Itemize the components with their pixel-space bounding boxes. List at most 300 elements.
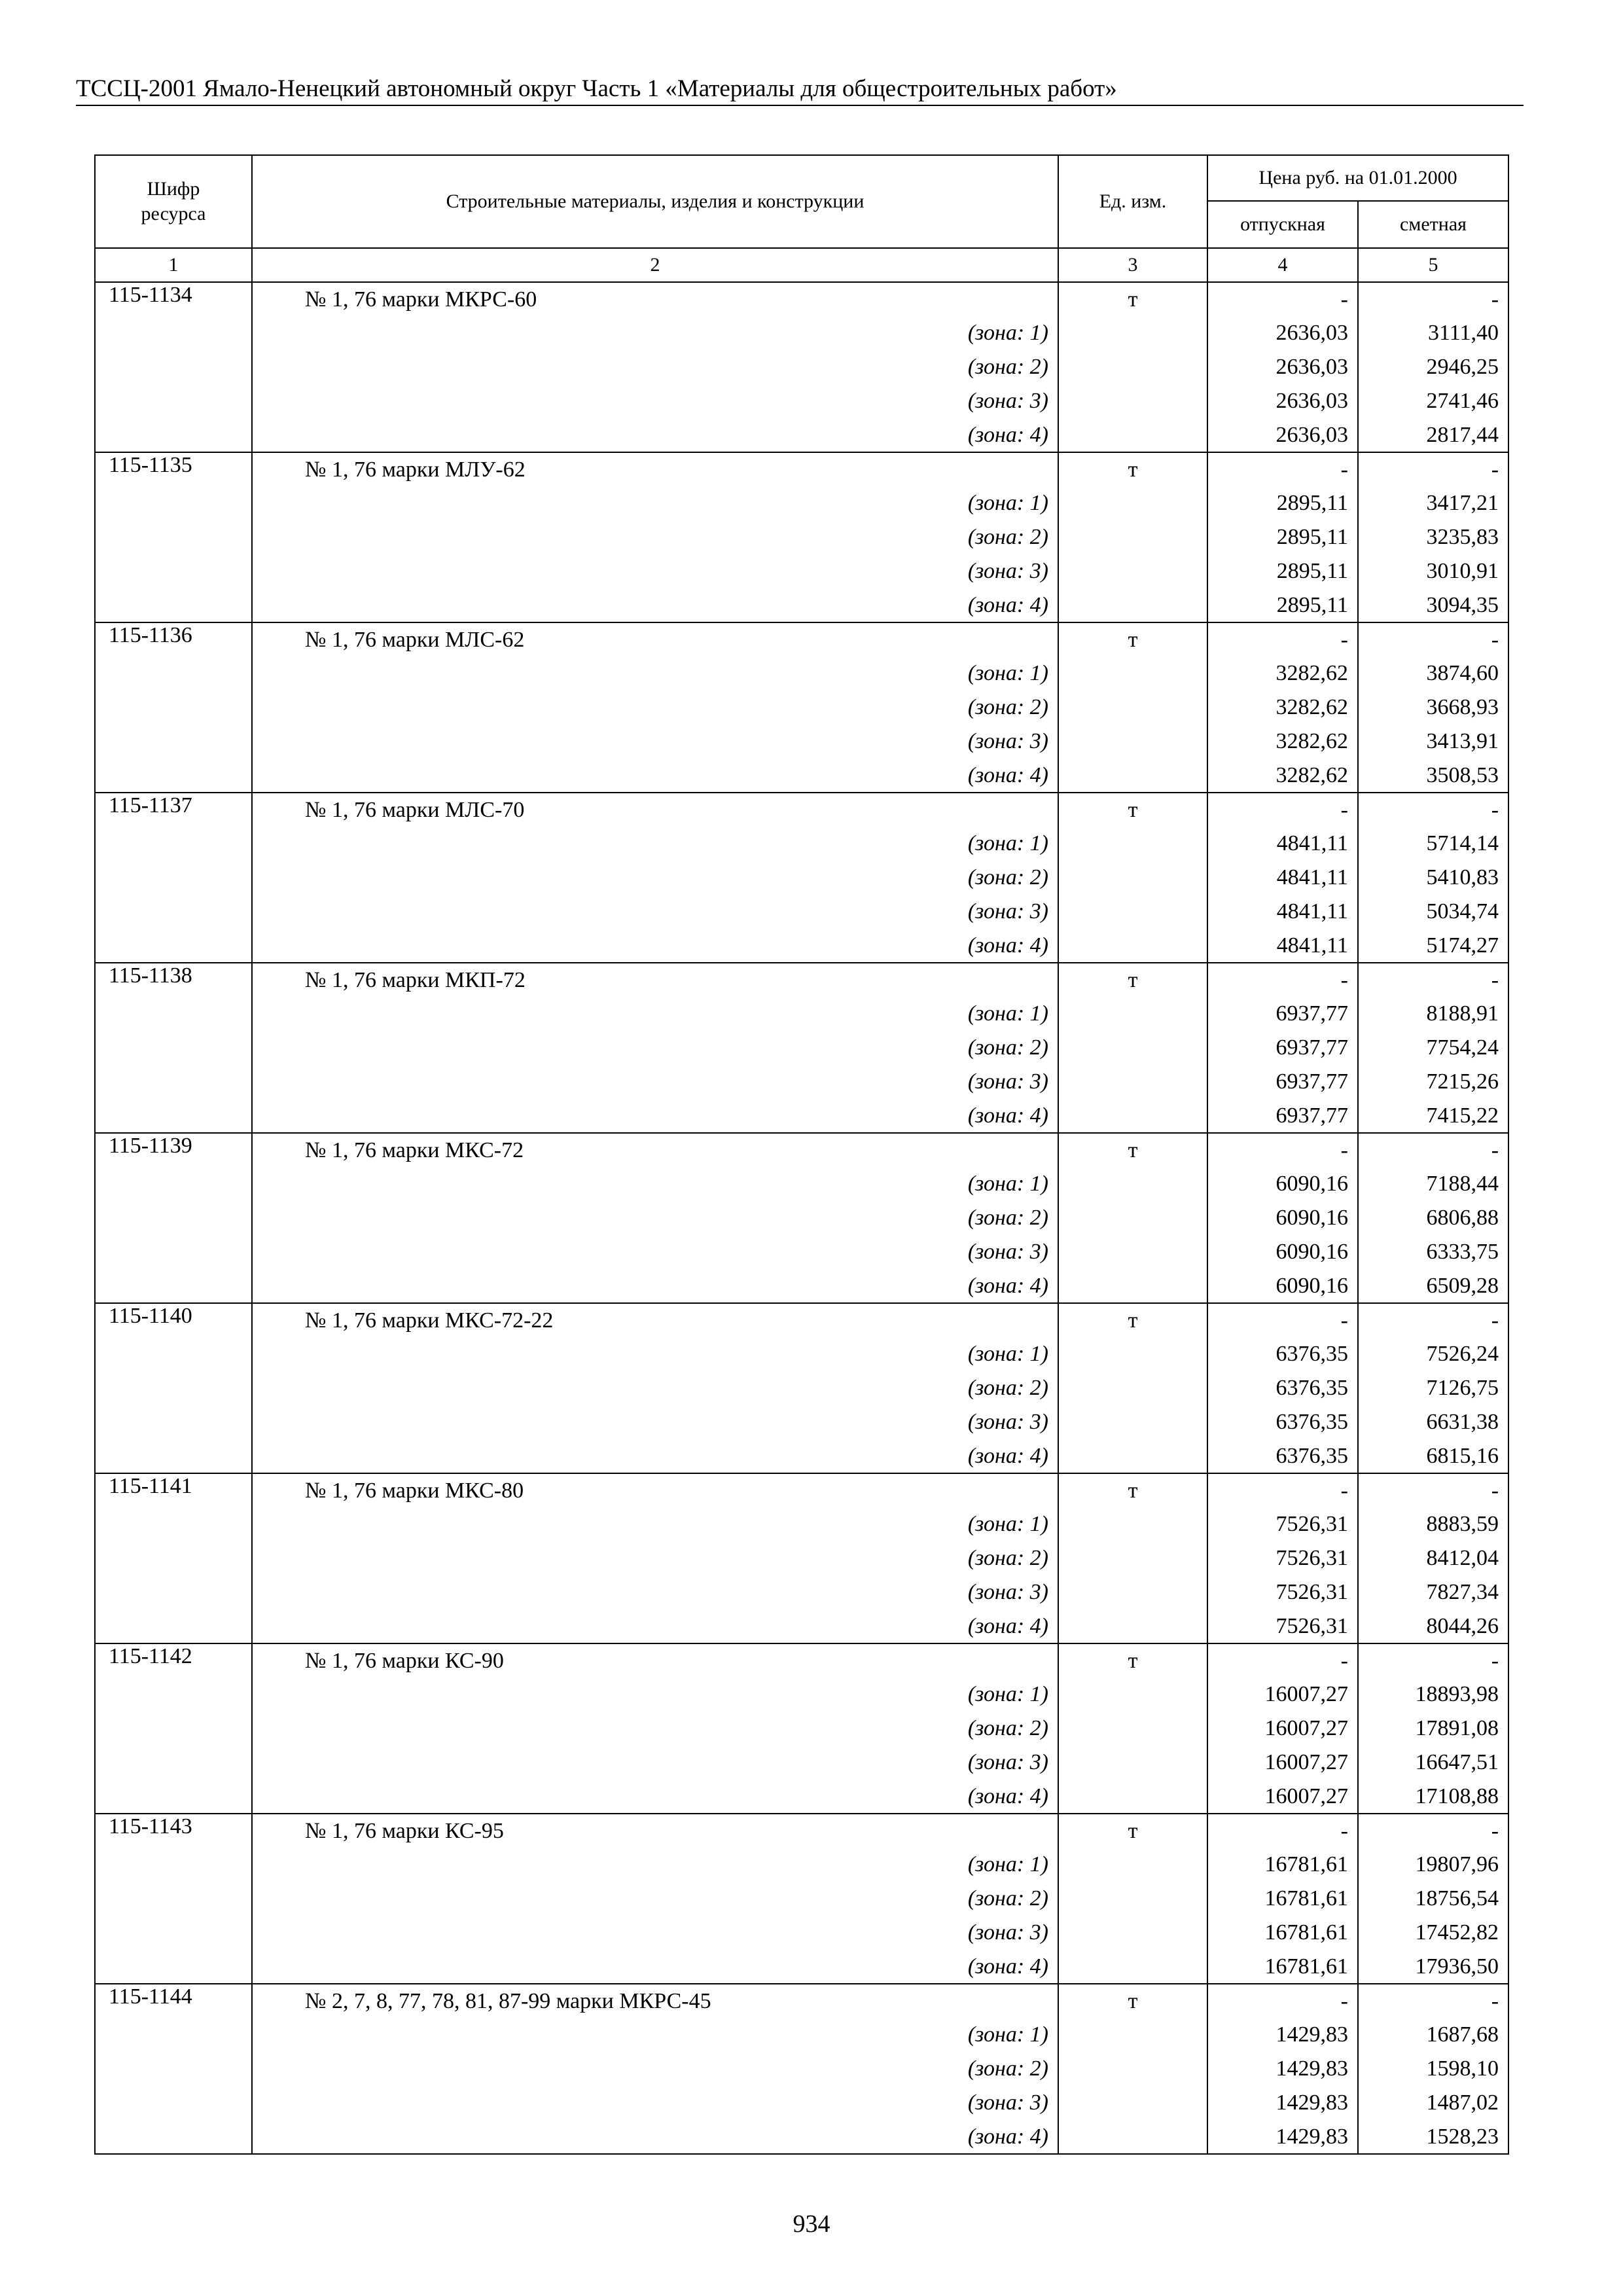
release-price: 4841,11 <box>1207 895 1358 929</box>
unit-of-measure-empty <box>1058 554 1207 588</box>
estimate-price: 5034,74 <box>1358 895 1508 929</box>
estimate-price: 3417,21 <box>1358 486 1508 520</box>
table-row-zone <box>95 1201 1508 1235</box>
table-row-zone <box>95 1269 1508 1303</box>
release-price: - <box>1207 1303 1358 1337</box>
column-number: 2 <box>252 248 1058 282</box>
table-row-zone <box>95 486 1508 520</box>
unit-of-measure-empty <box>1058 656 1207 691</box>
estimate-price: 2946,25 <box>1358 350 1508 384</box>
material-name: № 1, 76 марки КС-90 <box>252 1643 1058 1677</box>
zone-label: (зона: 2) <box>252 1541 1058 1575</box>
release-price: - <box>1207 793 1358 827</box>
estimate-price: - <box>1358 282 1508 316</box>
unit-of-measure: т <box>1058 1303 1207 1337</box>
release-price: 6090,16 <box>1207 1201 1358 1235</box>
estimate-price: 1528,23 <box>1358 2120 1508 2154</box>
unit-of-measure-empty <box>1058 1916 1207 1950</box>
zone-label: (зона: 1) <box>252 2018 1058 2052</box>
material-name: № 1, 76 марки МКС-72 <box>252 1133 1058 1167</box>
unit-of-measure-empty <box>1058 691 1207 725</box>
release-price: 2636,03 <box>1207 384 1358 418</box>
unit-of-measure-empty <box>1058 1405 1207 1439</box>
table-row-zone <box>95 1439 1508 1473</box>
unit-of-measure-empty <box>1058 929 1207 963</box>
release-price: 7526,31 <box>1207 1575 1358 1609</box>
unit-of-measure: т <box>1058 1814 1207 1848</box>
table-row-zone <box>95 1677 1508 1712</box>
estimate-price: 3413,91 <box>1358 725 1508 759</box>
zone-label: (зона: 2) <box>252 691 1058 725</box>
estimate-price: 6333,75 <box>1358 1235 1508 1269</box>
table-row-zone <box>95 1541 1508 1575</box>
estimate-price: 7827,34 <box>1358 1575 1508 1609</box>
table-row <box>95 793 1508 827</box>
material-name: № 1, 76 марки КС-95 <box>252 1814 1058 1848</box>
unit-of-measure: т <box>1058 793 1207 827</box>
release-price: 16781,61 <box>1207 1882 1358 1916</box>
estimate-price: 6806,88 <box>1358 1201 1508 1235</box>
page-header-title: ТССЦ-2001 Ямало-Ненецкий автономный округ Часть 1 «Материалы для общестроительных работ» <box>76 75 1117 102</box>
release-price: - <box>1207 1984 1358 2018</box>
estimate-price: - <box>1358 1814 1508 1848</box>
table-row-zone <box>95 1337 1508 1371</box>
price-table-body <box>95 282 1508 2154</box>
unit-of-measure-empty <box>1058 2120 1207 2154</box>
unit-of-measure-empty <box>1058 1712 1207 1746</box>
table-row-zone <box>95 1065 1508 1099</box>
zone-label: (зона: 2) <box>252 1712 1058 1746</box>
header-divider <box>76 105 1524 106</box>
table-row-zone <box>95 1371 1508 1405</box>
release-price: 4841,11 <box>1207 827 1358 861</box>
material-name: № 1, 76 марки МЛС-62 <box>252 622 1058 656</box>
release-price: 6090,16 <box>1207 1235 1358 1269</box>
release-price: 16007,27 <box>1207 1677 1358 1712</box>
release-price: - <box>1207 1133 1358 1167</box>
column-header-unit: Ед. изм. <box>1058 155 1207 248</box>
release-price: 2895,11 <box>1207 554 1358 588</box>
unit-of-measure-empty <box>1058 1065 1207 1099</box>
unit-of-measure-empty <box>1058 1575 1207 1609</box>
column-number: 1 <box>95 248 252 282</box>
estimate-price: 19807,96 <box>1358 1848 1508 1882</box>
zone-label: (зона: 3) <box>252 1405 1058 1439</box>
estimate-price: - <box>1358 1133 1508 1167</box>
estimate-price: - <box>1358 1473 1508 1507</box>
estimate-price: 7415,22 <box>1358 1099 1508 1133</box>
table-row-zone <box>95 725 1508 759</box>
table-row-zone <box>95 1712 1508 1746</box>
zone-label: (зона: 4) <box>252 1099 1058 1133</box>
estimate-price: 6815,16 <box>1358 1439 1508 1473</box>
estimate-price: 7126,75 <box>1358 1371 1508 1405</box>
table-row <box>95 1643 1508 1677</box>
table-row <box>95 1133 1508 1167</box>
table-row <box>95 452 1508 486</box>
estimate-price: 1598,10 <box>1358 2052 1508 2086</box>
column-number: 3 <box>1058 248 1207 282</box>
zone-label: (зона: 4) <box>252 1269 1058 1303</box>
zone-label: (зона: 3) <box>252 1916 1058 1950</box>
resource-code: 115-1135 <box>95 452 252 622</box>
release-price: 16007,27 <box>1207 1712 1358 1746</box>
estimate-price: 8412,04 <box>1358 1541 1508 1575</box>
table-row-zone <box>95 2052 1508 2086</box>
release-price: - <box>1207 1473 1358 1507</box>
estimate-price: 18893,98 <box>1358 1677 1508 1712</box>
column-number: 5 <box>1358 248 1508 282</box>
table-row-zone <box>95 1848 1508 1882</box>
unit-of-measure-empty <box>1058 1746 1207 1780</box>
column-header-name: Строительные материалы, изделия и конструкции <box>252 155 1058 248</box>
zone-label: (зона: 1) <box>252 316 1058 350</box>
unit-of-measure-empty <box>1058 861 1207 895</box>
unit-of-measure: т <box>1058 622 1207 656</box>
zone-label: (зона: 3) <box>252 1746 1058 1780</box>
release-price: 16007,27 <box>1207 1780 1358 1814</box>
estimate-price: 17108,88 <box>1358 1780 1508 1814</box>
table-row-zone <box>95 1099 1508 1133</box>
release-price: - <box>1207 622 1358 656</box>
unit-of-measure-empty <box>1058 1371 1207 1405</box>
zone-label: (зона: 2) <box>252 350 1058 384</box>
unit-of-measure-empty <box>1058 1235 1207 1269</box>
table-row <box>95 963 1508 997</box>
zone-label: (зона: 1) <box>252 1848 1058 1882</box>
table-row-zone <box>95 656 1508 691</box>
zone-label: (зона: 3) <box>252 554 1058 588</box>
release-price: 1429,83 <box>1207 2052 1358 2086</box>
table-row-zone <box>95 1916 1508 1950</box>
table-row-zone <box>95 929 1508 963</box>
release-price: 6376,35 <box>1207 1371 1358 1405</box>
table-row <box>95 1303 1508 1337</box>
estimate-price: 7754,24 <box>1358 1031 1508 1065</box>
unit-of-measure-empty <box>1058 827 1207 861</box>
release-price: 3282,62 <box>1207 691 1358 725</box>
unit-of-measure: т <box>1058 1643 1207 1677</box>
zone-label: (зона: 4) <box>252 1609 1058 1643</box>
estimate-price: 3874,60 <box>1358 656 1508 691</box>
unit-of-measure-empty <box>1058 1337 1207 1371</box>
unit-of-measure-empty <box>1058 1167 1207 1201</box>
table-row-zone <box>95 1780 1508 1814</box>
zone-label: (зона: 4) <box>252 759 1058 793</box>
estimate-price: - <box>1358 622 1508 656</box>
table-row-zone <box>95 759 1508 793</box>
table-row-zone <box>95 997 1508 1031</box>
unit-of-measure-empty <box>1058 384 1207 418</box>
table-row-zone <box>95 1507 1508 1541</box>
estimate-price: - <box>1358 1984 1508 2018</box>
unit-of-measure-empty <box>1058 486 1207 520</box>
release-price: 1429,83 <box>1207 2120 1358 2154</box>
zone-label: (зона: 3) <box>252 1575 1058 1609</box>
table-row <box>95 1814 1508 1848</box>
estimate-price: 3094,35 <box>1358 588 1508 622</box>
column-header-code: Шифр ресурса <box>95 155 252 248</box>
estimate-price: 5714,14 <box>1358 827 1508 861</box>
zone-label: (зона: 4) <box>252 1780 1058 1814</box>
unit-of-measure-empty <box>1058 997 1207 1031</box>
table-row-zone <box>95 1609 1508 1643</box>
release-price: - <box>1207 282 1358 316</box>
estimate-price: 5410,83 <box>1358 861 1508 895</box>
unit-of-measure-empty <box>1058 1031 1207 1065</box>
release-price: 7526,31 <box>1207 1507 1358 1541</box>
zone-label: (зона: 4) <box>252 1950 1058 1984</box>
unit-of-measure-empty <box>1058 1609 1207 1643</box>
resource-code: 115-1137 <box>95 793 252 963</box>
unit-of-measure-empty <box>1058 588 1207 622</box>
zone-label: (зона: 2) <box>252 861 1058 895</box>
table-row-zone <box>95 316 1508 350</box>
unit-of-measure-empty <box>1058 725 1207 759</box>
material-name: № 1, 76 марки МКП-72 <box>252 963 1058 997</box>
unit-of-measure-empty <box>1058 1882 1207 1916</box>
table-row-zone <box>95 1167 1508 1201</box>
release-price: 6376,35 <box>1207 1337 1358 1371</box>
unit-of-measure-empty <box>1058 1201 1207 1235</box>
release-price: 16781,61 <box>1207 1848 1358 1882</box>
estimate-price: 6509,28 <box>1358 1269 1508 1303</box>
column-header-price-group: Цена руб. на 01.01.2000 <box>1207 155 1508 201</box>
material-name: № 1, 76 марки МКС-72-22 <box>252 1303 1058 1337</box>
zone-label: (зона: 1) <box>252 656 1058 691</box>
estimate-price: 3235,83 <box>1358 520 1508 554</box>
resource-code: 115-1136 <box>95 622 252 793</box>
estimate-price: 3010,91 <box>1358 554 1508 588</box>
resource-code: 115-1142 <box>95 1643 252 1814</box>
release-price: 2895,11 <box>1207 588 1358 622</box>
table-row <box>95 622 1508 656</box>
estimate-price: 18756,54 <box>1358 1882 1508 1916</box>
zone-label: (зона: 3) <box>252 725 1058 759</box>
zone-label: (зона: 3) <box>252 1065 1058 1099</box>
estimate-price: 2817,44 <box>1358 418 1508 452</box>
resource-code: 115-1143 <box>95 1814 252 1984</box>
zone-label: (зона: 4) <box>252 929 1058 963</box>
release-price: 2636,03 <box>1207 418 1358 452</box>
resource-code: 115-1134 <box>95 282 252 452</box>
release-price: - <box>1207 963 1358 997</box>
estimate-price: 8044,26 <box>1358 1609 1508 1643</box>
zone-label: (зона: 1) <box>252 1677 1058 1712</box>
release-price: 6376,35 <box>1207 1405 1358 1439</box>
table-row-zone <box>95 2086 1508 2120</box>
zone-label: (зона: 4) <box>252 2120 1058 2154</box>
estimate-price: 1687,68 <box>1358 2018 1508 2052</box>
release-price: 6937,77 <box>1207 997 1358 1031</box>
unit-of-measure: т <box>1058 1984 1207 2018</box>
release-price: 16781,61 <box>1207 1950 1358 1984</box>
table-row-zone <box>95 350 1508 384</box>
unit-of-measure-empty <box>1058 1541 1207 1575</box>
estimate-price: 8883,59 <box>1358 1507 1508 1541</box>
table-row-zone <box>95 2018 1508 2052</box>
table-row-zone <box>95 895 1508 929</box>
unit-of-measure-empty <box>1058 1848 1207 1882</box>
estimate-price: - <box>1358 1303 1508 1337</box>
release-price: - <box>1207 1814 1358 1848</box>
zone-label: (зона: 4) <box>252 1439 1058 1473</box>
unit-of-measure-empty <box>1058 1507 1207 1541</box>
release-price: 2895,11 <box>1207 486 1358 520</box>
zone-label: (зона: 3) <box>252 2086 1058 2120</box>
estimate-price: 17452,82 <box>1358 1916 1508 1950</box>
column-header-estimate-price: сметная <box>1358 201 1508 248</box>
unit-of-measure: т <box>1058 1473 1207 1507</box>
zone-label: (зона: 3) <box>252 895 1058 929</box>
table-row-zone <box>95 554 1508 588</box>
unit-of-measure-empty <box>1058 418 1207 452</box>
release-price: 6937,77 <box>1207 1031 1358 1065</box>
release-price: 7526,31 <box>1207 1609 1358 1643</box>
zone-label: (зона: 1) <box>252 1507 1058 1541</box>
table-row-zone <box>95 2120 1508 2154</box>
table-row-zone <box>95 1882 1508 1916</box>
zone-label: (зона: 1) <box>252 1337 1058 1371</box>
column-header-release-price: отпускная <box>1207 201 1358 248</box>
unit-of-measure-empty <box>1058 316 1207 350</box>
table-row-zone <box>95 1405 1508 1439</box>
release-price: 6090,16 <box>1207 1269 1358 1303</box>
table-row-zone <box>95 1575 1508 1609</box>
unit-of-measure-empty <box>1058 1269 1207 1303</box>
unit-of-measure-empty <box>1058 1950 1207 1984</box>
zone-label: (зона: 4) <box>252 418 1058 452</box>
estimate-price: 7215,26 <box>1358 1065 1508 1099</box>
estimate-price: - <box>1358 963 1508 997</box>
material-name: № 1, 76 марки МКРС-60 <box>252 282 1058 316</box>
zone-label: (зона: 3) <box>252 1235 1058 1269</box>
release-price: 2636,03 <box>1207 350 1358 384</box>
unit-of-measure-empty <box>1058 1439 1207 1473</box>
zone-label: (зона: 3) <box>252 384 1058 418</box>
price-table-header <box>95 155 1508 282</box>
table-row-zone <box>95 1950 1508 1984</box>
resource-code: 115-1141 <box>95 1473 252 1643</box>
resource-code: 115-1144 <box>95 1984 252 2154</box>
table-row-zone <box>95 384 1508 418</box>
material-name: № 1, 76 марки МЛУ-62 <box>252 452 1058 486</box>
material-name: № 2, 7, 8, 77, 78, 81, 87-99 марки МКРС-45 <box>252 1984 1058 2018</box>
table-row-zone <box>95 861 1508 895</box>
estimate-price: 7526,24 <box>1358 1337 1508 1371</box>
zone-label: (зона: 2) <box>252 520 1058 554</box>
unit-of-measure: т <box>1058 452 1207 486</box>
estimate-price: 17936,50 <box>1358 1950 1508 1984</box>
table-row-zone <box>95 1235 1508 1269</box>
table-row-zone <box>95 691 1508 725</box>
estimate-price: 3508,53 <box>1358 759 1508 793</box>
unit-of-measure-empty <box>1058 2086 1207 2120</box>
estimate-price: - <box>1358 793 1508 827</box>
zone-label: (зона: 2) <box>252 1371 1058 1405</box>
table-row-zone <box>95 1746 1508 1780</box>
price-table <box>94 154 1509 2155</box>
estimate-price: 7188,44 <box>1358 1167 1508 1201</box>
release-price: 16007,27 <box>1207 1746 1358 1780</box>
table-row-zone <box>95 1031 1508 1065</box>
release-price: 1429,83 <box>1207 2018 1358 2052</box>
estimate-price: 17891,08 <box>1358 1712 1508 1746</box>
zone-label: (зона: 2) <box>252 2052 1058 2086</box>
zone-label: (зона: 2) <box>252 1882 1058 1916</box>
estimate-price: 6631,38 <box>1358 1405 1508 1439</box>
unit-of-measure-empty <box>1058 759 1207 793</box>
zone-label: (зона: 4) <box>252 588 1058 622</box>
zone-label: (зона: 1) <box>252 486 1058 520</box>
unit-of-measure-empty <box>1058 520 1207 554</box>
release-price: 6376,35 <box>1207 1439 1358 1473</box>
release-price: 3282,62 <box>1207 656 1358 691</box>
table-row-zone <box>95 418 1508 452</box>
unit-of-measure-empty <box>1058 1677 1207 1712</box>
unit-of-measure-empty <box>1058 895 1207 929</box>
release-price: 2895,11 <box>1207 520 1358 554</box>
estimate-price: 1487,02 <box>1358 2086 1508 2120</box>
table-row <box>95 282 1508 316</box>
estimate-price: 8188,91 <box>1358 997 1508 1031</box>
release-price: 6090,16 <box>1207 1167 1358 1201</box>
material-name: № 1, 76 марки МКС-80 <box>252 1473 1058 1507</box>
estimate-price: 3668,93 <box>1358 691 1508 725</box>
zone-label: (зона: 1) <box>252 997 1058 1031</box>
column-number: 4 <box>1207 248 1358 282</box>
zone-label: (зона: 2) <box>252 1031 1058 1065</box>
estimate-price: 5174,27 <box>1358 929 1508 963</box>
unit-of-measure-empty <box>1058 1099 1207 1133</box>
table-row-zone <box>95 827 1508 861</box>
release-price: 3282,62 <box>1207 759 1358 793</box>
release-price: 2636,03 <box>1207 316 1358 350</box>
unit-of-measure-empty <box>1058 350 1207 384</box>
table-row-zone <box>95 588 1508 622</box>
unit-of-measure-empty <box>1058 1780 1207 1814</box>
release-price: 6937,77 <box>1207 1065 1358 1099</box>
release-price: - <box>1207 1643 1358 1677</box>
release-price: 7526,31 <box>1207 1541 1358 1575</box>
resource-code: 115-1138 <box>95 963 252 1133</box>
zone-label: (зона: 2) <box>252 1201 1058 1235</box>
unit-of-measure: т <box>1058 1133 1207 1167</box>
material-name: № 1, 76 марки МЛС-70 <box>252 793 1058 827</box>
page-number: 934 <box>793 2210 830 2238</box>
resource-code: 115-1139 <box>95 1133 252 1303</box>
estimate-price: 3111,40 <box>1358 316 1508 350</box>
unit-of-measure: т <box>1058 282 1207 316</box>
release-price: - <box>1207 452 1358 486</box>
table-row <box>95 1984 1508 2018</box>
release-price: 3282,62 <box>1207 725 1358 759</box>
zone-label: (зона: 1) <box>252 827 1058 861</box>
resource-code: 115-1140 <box>95 1303 252 1473</box>
unit-of-measure-empty <box>1058 2018 1207 2052</box>
release-price: 16781,61 <box>1207 1916 1358 1950</box>
release-price: 6937,77 <box>1207 1099 1358 1133</box>
unit-of-measure-empty <box>1058 2052 1207 2086</box>
table-row <box>95 1473 1508 1507</box>
release-price: 1429,83 <box>1207 2086 1358 2120</box>
estimate-price: - <box>1358 452 1508 486</box>
table-row-zone <box>95 520 1508 554</box>
zone-label: (зона: 1) <box>252 1167 1058 1201</box>
estimate-price: - <box>1358 1643 1508 1677</box>
estimate-price: 16647,51 <box>1358 1746 1508 1780</box>
release-price: 4841,11 <box>1207 929 1358 963</box>
